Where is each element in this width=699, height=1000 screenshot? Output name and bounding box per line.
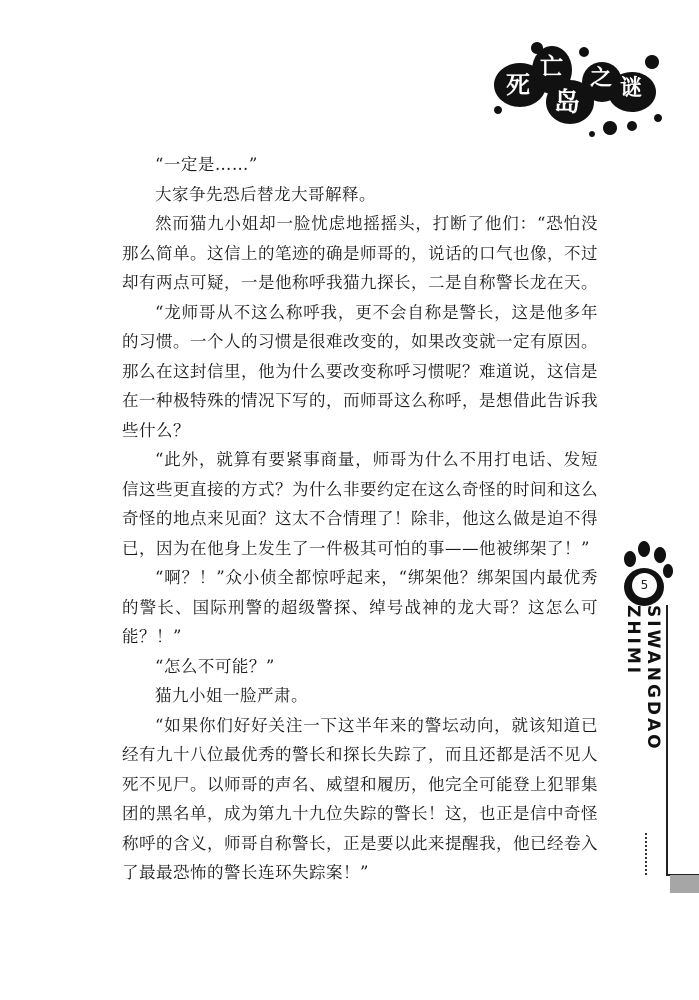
paragraph: 大家争先恐后替龙大哥解释。 — [155, 184, 376, 204]
page-number: 5 — [632, 573, 657, 598]
paragraph: 然而猫九小姐却一脸忧虑地摇摇头，打断了他们：“恐怕没那么简单。这信上的笔迹的确是师哥的，说话的口气也像，不过却有两点可疑，一是他称呼我猫九探长，二是自称警长龙在天。 — [122, 214, 598, 292]
paragraph: “如果你们好好关注一下这半年来的警坛动向，就该知道已经有九十八位最优秀的警长和探长失踪了，而且还都是活不见人死不见尸。以师哥的声名、威望和履历，他完全可能登上犯罪集团的黑名单，成为第九十九位失踪的警长！这，也正是信中奇怪称呼的含义，师哥自称警长，正是要以此来提醒我，他已经卷入了最最恐怖的警长连环失踪案！” — [122, 715, 598, 882]
logo-char-4: 之 — [590, 66, 613, 91]
logo-char-2: 亡 — [540, 54, 563, 80]
logo-char-3: 岛 — [554, 88, 581, 118]
paragraph: “此外，就算有要紧事商量，师哥为什么不用打电话、发短信这些更直接的方式？为什么非要约定在这么奇怪的时间和这么奇怪的地点来见面？这太不合情理了！除非，他这么做是迫不得已，因为在他身上发生了一件极其可怕的事——他被绑架了！” — [122, 450, 598, 558]
paragraph: “啊？！”众小侦全都惊呼起来，“绑架他？绑架国内最优秀的警长、国际刑警的超级警探、绰号战神的龙大哥？这怎么可能？！” — [122, 568, 598, 646]
logo-char-1: 死 — [506, 71, 530, 99]
side-decoration — [622, 535, 699, 1000]
paragraph: “一定是……” — [155, 155, 258, 174]
paragraph: “龙师哥从不这么称呼我，更不会自称是警长，这是他多年的习惯。一个人的习惯是很难改变的，如果改变就一定有原因。那么在这封信里，他为什么要改变称呼习惯呢？难道说，这信是在一种极特殊的情况下写的，而师哥这么称呼，是想借此告诉我些什么？ — [122, 302, 598, 440]
vertical-book-title: SIWANGDAO ZHIMI — [623, 605, 663, 752]
grey-tab — [670, 875, 699, 893]
logo-char-5: 谜 — [620, 76, 643, 101]
book-title-logo — [492, 40, 667, 140]
paragraph: “怎么不可能？” — [155, 656, 275, 676]
dotted-divider — [645, 833, 650, 875]
paragraph: 猫九小姐一脸严肃。 — [155, 686, 308, 705]
body-text — [122, 150, 598, 888]
